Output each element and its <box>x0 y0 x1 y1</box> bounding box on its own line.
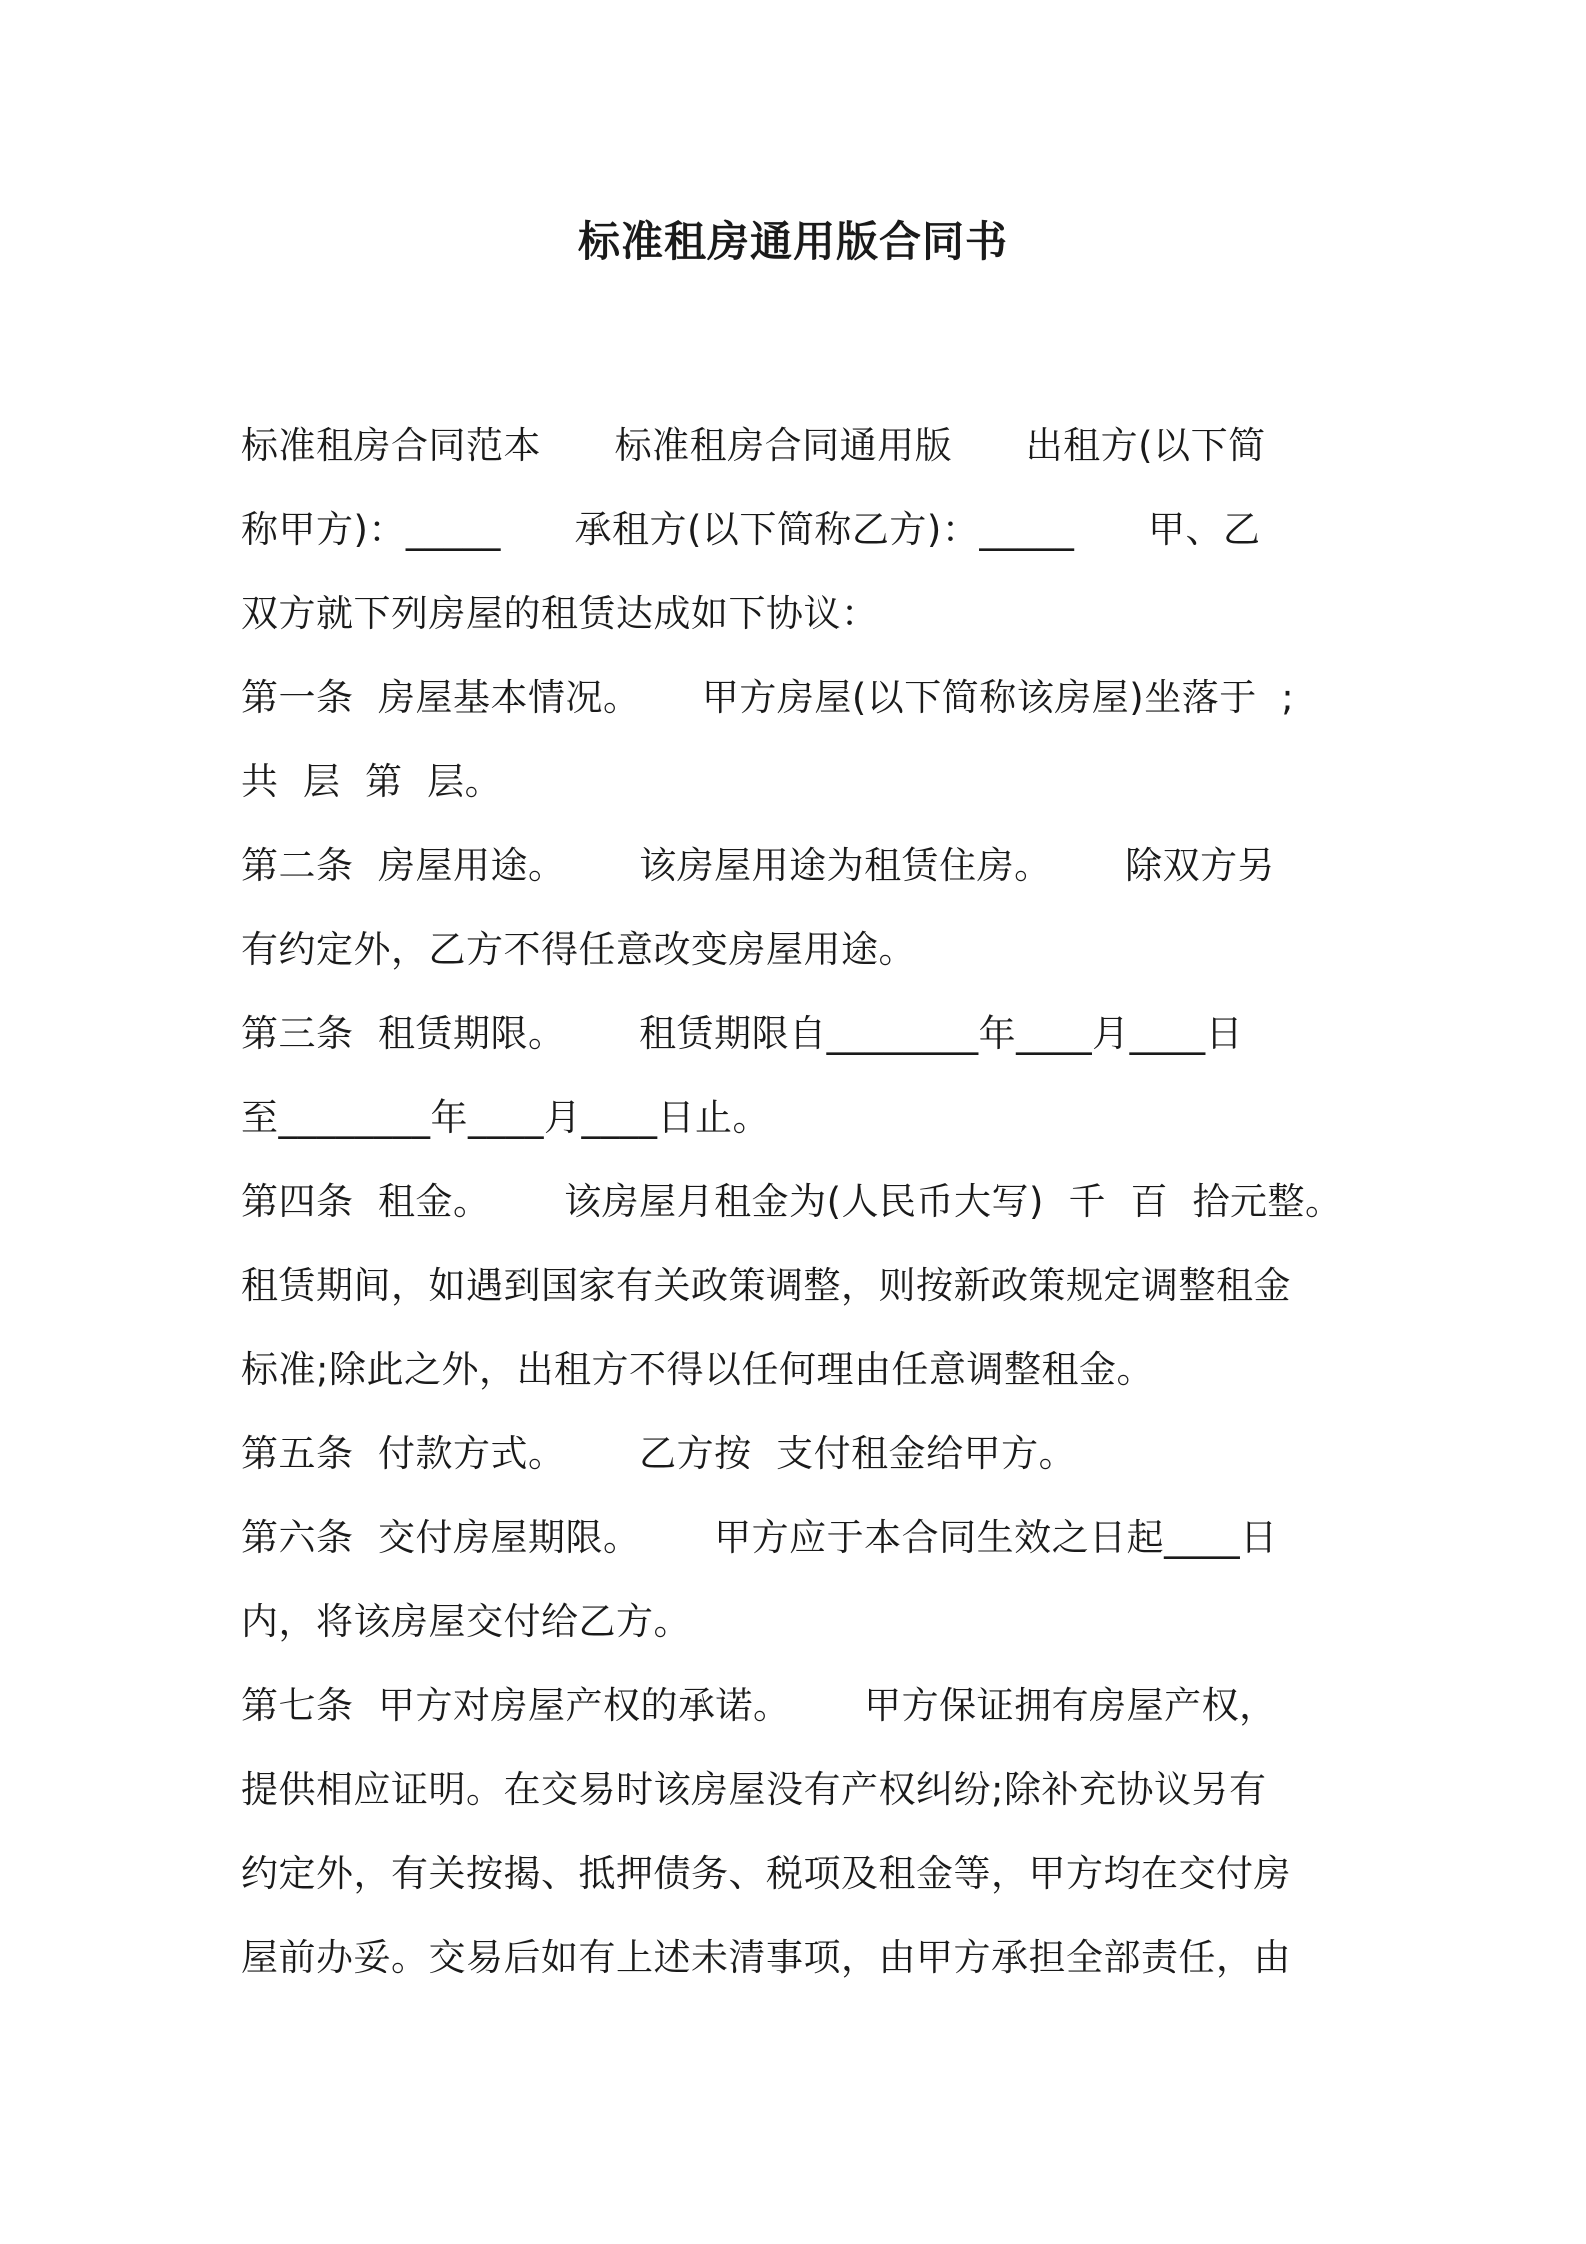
text-line: 内，将该房屋交付给乙方。 <box>241 1600 691 1643</box>
document-body <box>241 404 1361 2000</box>
text-line: 共 层 第 层。 <box>241 760 503 803</box>
text-line: 称甲方)：_____ 承租方(以下简称乙方)：_____ 甲、乙 <box>241 508 1261 551</box>
text-line: 第三条 租赁期限。 租赁期限自________年____月____日 <box>241 1012 1244 1055</box>
text-line: 提供相应证明。在交易时该房屋没有产权纠纷;除补充协议另有 <box>241 1768 1267 1811</box>
text-line: 屋前办妥。交易后如有上述未清事项，由甲方承担全部责任，由 <box>241 1936 1291 1979</box>
document-title: 标准租房通用版合同书 <box>577 217 1008 266</box>
text-line: 约定外，有关按揭、抵押债务、税项及租金等，甲方均在交付房 <box>241 1852 1291 1895</box>
text-line: 至________年____月____日止。 <box>241 1096 770 1139</box>
text-line: 第六条 交付房屋期限。 甲方应于本合同生效之日起____日 <box>241 1516 1278 1559</box>
text-line: 第一条 房屋基本情况。 甲方房屋(以下简称该房屋)坐落于 ; <box>241 676 1295 719</box>
text-line: 标准租房合同范本 标准租房合同通用版 出租方(以下简 <box>241 424 1266 467</box>
text-line: 有约定外，乙方不得任意改变房屋用途。 <box>241 928 916 971</box>
text-line: 第二条 房屋用途。 该房屋用途为租赁住房。 除双方另 <box>241 844 1276 887</box>
text-line: 第四条 租金。 该房屋月租金为(人民币大写) 千 百 拾元整。 <box>241 1180 1343 1223</box>
text-line: 双方就下列房屋的租赁达成如下协议： <box>241 592 879 635</box>
text-line: 第七条 甲方对房屋产权的承诺。 甲方保证拥有房屋产权， <box>241 1684 1277 1727</box>
text-line: 租赁期间，如遇到国家有关政策调整，则按新政策规定调整租金 <box>241 1264 1291 1307</box>
text-line: 标准;除此之外，出租方不得以任何理由任意调整租金。 <box>241 1348 1154 1391</box>
text-line: 第五条 付款方式。 乙方按 支付租金给甲方。 <box>241 1432 1077 1475</box>
